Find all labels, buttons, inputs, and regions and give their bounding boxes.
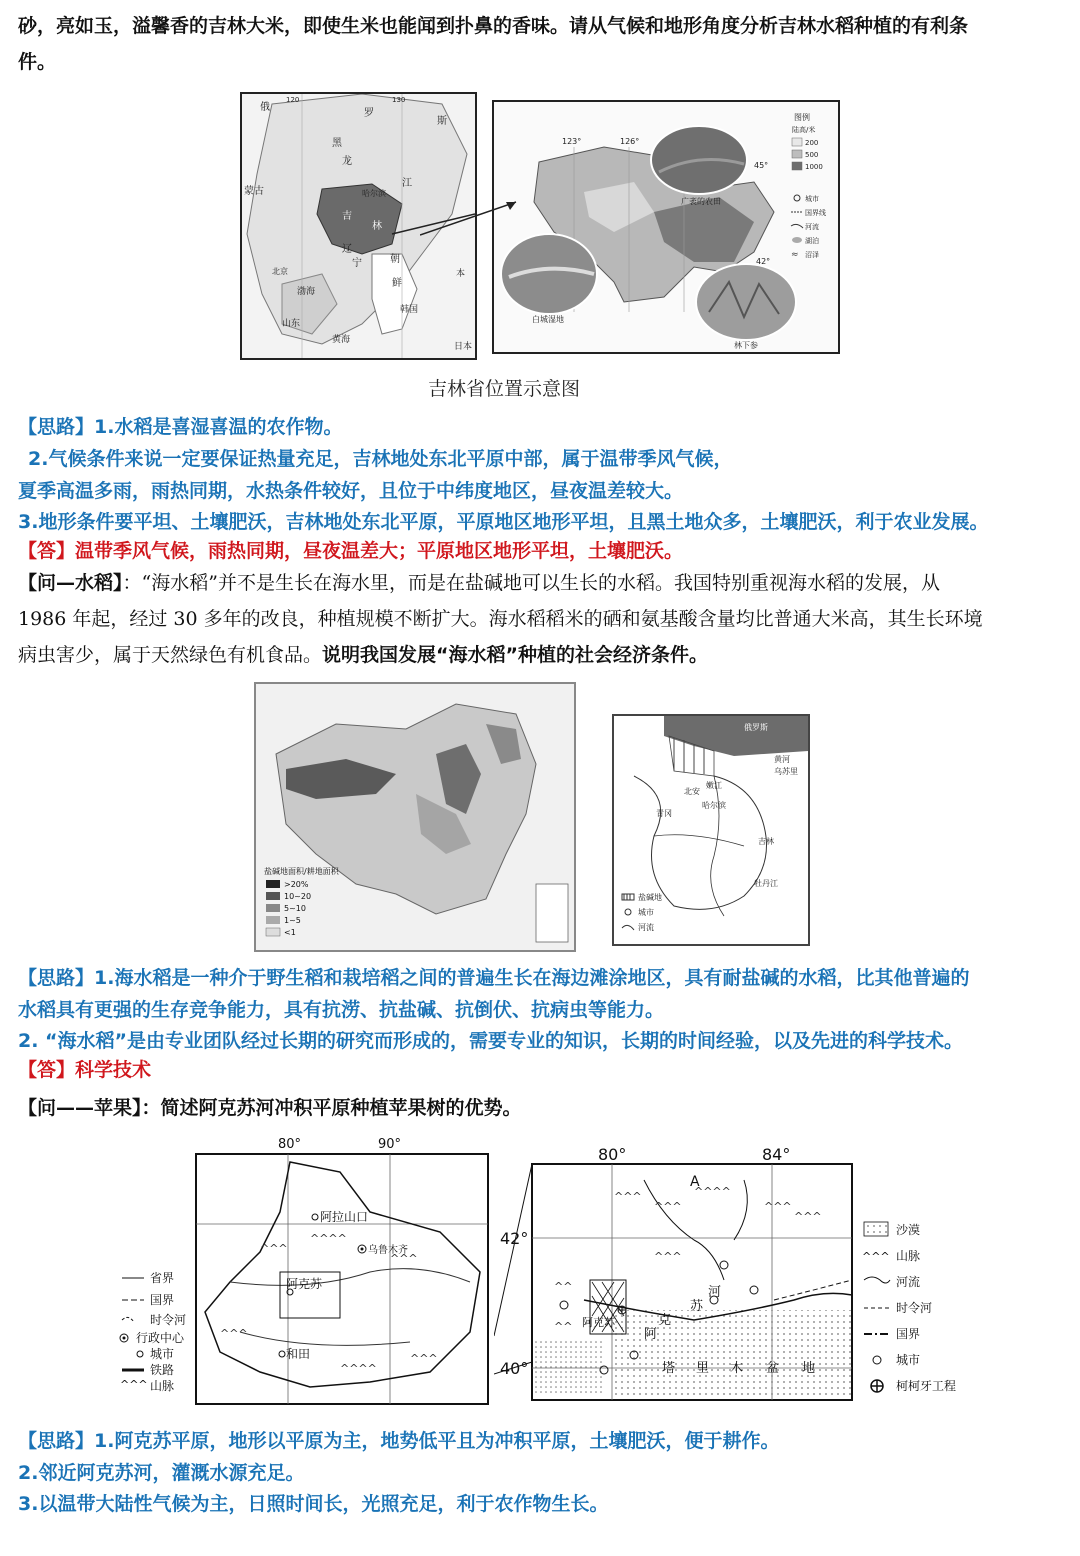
lm-label: 林 xyxy=(372,221,382,232)
aksu-label: 阿 xyxy=(644,1327,658,1342)
ne-label: 青冈 xyxy=(656,809,672,818)
xj-city: 阿克苏 xyxy=(286,1277,323,1291)
aksu-label: 苏 xyxy=(690,1299,704,1314)
think-text: 1.水稻是喜湿喜温的农作物。 xyxy=(94,416,343,438)
xj-city: 和田 xyxy=(286,1347,311,1361)
lm-tick: 120 xyxy=(286,96,300,104)
svg-text:^^^^: ^^^^ xyxy=(694,1185,731,1198)
think-label: 【思路】 xyxy=(18,1430,95,1452)
question-text: 病虫害少，属于天然绿色有机食品。 xyxy=(18,644,323,666)
ne-legend-item: 盐碱地 xyxy=(638,893,662,902)
xj-city: 阿拉山口 xyxy=(320,1210,369,1224)
saline-legend-item: >20% xyxy=(284,880,309,889)
saline-legend-item: 10~20 xyxy=(284,892,312,901)
lm-label: 山东 xyxy=(282,319,301,329)
legend-value: 1000 xyxy=(805,163,823,171)
svg-text:^^^: ^^^ xyxy=(794,1210,822,1223)
lm-label: 黄海 xyxy=(332,335,351,345)
xj-tick: 90° xyxy=(378,1137,402,1152)
q2-line-1 xyxy=(18,567,940,599)
ne-label: 哈尔滨 xyxy=(702,801,726,810)
figure-caption: 吉林省位置示意图 xyxy=(428,378,581,400)
svg-text:^^^: ^^^ xyxy=(654,1250,682,1263)
aksu-tick: 42° xyxy=(500,1229,529,1248)
think-label: 【思路】 xyxy=(18,416,95,438)
lm-label: 蒙古 xyxy=(244,186,264,197)
aksu-label: A xyxy=(690,1174,700,1190)
lm-label: 哈尔滨 xyxy=(362,189,386,198)
q2-line-3 xyxy=(18,639,708,671)
xj-legend-item: 铁路 xyxy=(150,1363,175,1377)
lm-label: 韩国 xyxy=(400,305,419,315)
aksu-legend-item: 城市 xyxy=(896,1353,921,1367)
svg-text:^^: ^^ xyxy=(554,1280,573,1293)
xj-legend-item: 国界 xyxy=(150,1293,175,1307)
ne-label: 北安 xyxy=(684,787,700,796)
saline-china-map xyxy=(254,682,576,952)
answer-text: 温带季风气候，雨热同期，昼夜温差大；平原地区地形平坦，土壤肥沃。 xyxy=(75,540,684,562)
ne-label: 乌苏里 xyxy=(774,767,798,776)
legend-item: 沼泽 xyxy=(805,251,819,259)
svg-text:^^^: ^^^ xyxy=(614,1190,642,1203)
lm-label: 龙 xyxy=(342,156,352,167)
legend-value: 200 xyxy=(805,139,819,147)
svg-text:^^^: ^^^ xyxy=(654,1200,682,1213)
aksu-label: 塔 xyxy=(662,1361,676,1376)
saline-legend-item: 1~5 xyxy=(284,916,301,925)
aksu-tick: 80° xyxy=(598,1145,627,1164)
svg-text:^^^^: ^^^^ xyxy=(310,1232,347,1245)
rm-tick: 42° xyxy=(756,257,771,266)
q3-think-1 xyxy=(18,1425,779,1457)
xinjiang-map xyxy=(110,1132,500,1410)
aksu-label: 木 xyxy=(730,1361,744,1376)
think-label: 【思路】 xyxy=(18,967,95,989)
lm-label: 鲜 xyxy=(392,278,402,289)
xj-tick: 80° xyxy=(278,1137,302,1152)
ne-label: 俄罗斯 xyxy=(744,723,768,732)
lm-label: 北京 xyxy=(272,267,288,276)
lm-label: 渤海 xyxy=(297,287,316,297)
xj-legend-item: 城市 xyxy=(150,1347,175,1361)
question-prompt: 说明我国发展“海水稻”种植的社会经济条件。 xyxy=(322,644,708,666)
q2-line-2: 1986 年起，经过 30 多年的改良，种植规模不断扩大。海水稻稻米的硒和氨基酸含量均比普通大米高，其生长环境 xyxy=(18,608,983,630)
aksu-tick: 84° xyxy=(762,1145,791,1164)
svg-text:^^^: ^^^ xyxy=(390,1252,418,1265)
aksu-tick: 40° xyxy=(500,1359,529,1378)
svg-text:^^^^: ^^^^ xyxy=(340,1362,377,1375)
lm-label: 朝 xyxy=(390,254,400,265)
q2-answer xyxy=(18,1054,151,1086)
aksu-legend-item: 山脉 xyxy=(896,1249,921,1263)
legend-value: 500 xyxy=(805,151,819,159)
question-text: ：简述阿克苏河冲积平原种植苹果树的优势。 xyxy=(141,1097,522,1119)
q3-think-3: 3.以温带大陆性气候为主，日照时间长，光照充足，利于农作物生长。 xyxy=(18,1493,609,1515)
q1-think-2b: 夏季高温多雨，雨热同期，水热条件较好，且位于中纬度地区，昼夜温差较大。 xyxy=(18,480,684,502)
photo-label: 白城湿地 xyxy=(532,315,564,324)
aksu-legend-item: 国界 xyxy=(896,1327,921,1341)
aksu-label: 克 xyxy=(658,1313,672,1328)
rm-tick: 126° xyxy=(620,137,640,146)
aksu-label: 阿克苏 xyxy=(582,1316,615,1329)
lm-label: 黑 xyxy=(332,138,342,149)
jilin-detail-map-svg xyxy=(494,102,838,352)
svg-text:^^^: ^^^ xyxy=(220,1327,248,1340)
q3-line xyxy=(18,1092,522,1124)
aksu-legend-item: 河流 xyxy=(896,1275,921,1289)
xj-legend-item: 行政中心 xyxy=(136,1331,185,1345)
question-label: 【问—水稻】 xyxy=(18,572,123,594)
svg-text:^^^: ^^^ xyxy=(764,1200,792,1213)
intro-line-2: 件。 xyxy=(18,51,57,73)
saline-legend-item: <1 xyxy=(284,928,296,937)
answer-label: 【答】 xyxy=(18,540,76,562)
legend-item: 湖泊 xyxy=(805,237,819,245)
lm-label: 宁 xyxy=(352,258,362,269)
think-text: 1.阿克苏平原，地形以平原为主，地势低平且为冲积平原，土壤肥沃，便于耕作。 xyxy=(94,1430,780,1452)
legend-sub: 陆高/米 xyxy=(792,126,816,134)
aksu-label: 里 xyxy=(696,1361,710,1376)
q2-think-2: 2. “海水稻”是由专业团队经过长期的研究而形成的，需要专业的知识，长期的时间经验，以及先进的科学技术。 xyxy=(18,1030,964,1052)
lm-label: 江 xyxy=(402,178,412,189)
question-text: ：“海水稻”并不是生长在海水里，而是在盐碱地可以生长的水稻。我国特别重视海水稻的发展，从 xyxy=(122,572,940,594)
ne-legend-item: 城市 xyxy=(638,908,654,917)
question-label: 【问——苹果】 xyxy=(18,1097,142,1119)
svg-text:^^^: ^^^ xyxy=(120,1378,148,1391)
aksu-map xyxy=(494,1140,974,1406)
xj-city: 乌鲁木齐 xyxy=(368,1245,408,1256)
aksu-legend-item: 沙漠 xyxy=(896,1223,921,1237)
think-text: 1.海水稻是一种介于野生稻和栽培稻之间的普遍生长在海边滩涂地区，具有耐盐碱的水稻，比其他普遍的 xyxy=(94,967,970,989)
svg-text:^^^: ^^^ xyxy=(862,1250,890,1263)
rm-tick: 123° xyxy=(562,137,582,146)
answer-text: 科学技术 xyxy=(75,1059,152,1081)
lm-tick: 130 xyxy=(392,96,406,104)
ne-legend-item: 河流 xyxy=(638,923,654,932)
ne-label: 嫩江 xyxy=(706,781,722,790)
svg-text:^^: ^^ xyxy=(554,1320,573,1333)
legend-item: 国界线 xyxy=(805,209,826,217)
q3-think-2: 2.邻近阿克苏河，灌溉水源充足。 xyxy=(18,1462,305,1484)
ne-label: 牡丹江 xyxy=(754,879,778,888)
aksu-legend-item: 时令河 xyxy=(896,1301,933,1315)
aksu-label: 盆 xyxy=(766,1361,780,1376)
saline-legend-item: 5~10 xyxy=(284,904,306,913)
xj-legend-item: 山脉 xyxy=(150,1379,175,1393)
q1-think-2a: 2.气候条件来说一定要保证热量充足，吉林地处东北平原中部，属于温带季风气候， xyxy=(28,448,733,470)
q2-think-1b: 水稻具有更强的生存竞争能力，具有抗涝、抗盐碱、抗倒伏、抗病虫等能力。 xyxy=(18,999,665,1021)
svg-text:≈: ≈ xyxy=(791,250,799,260)
q2-think-1a xyxy=(18,962,969,994)
lm-label: 斯 xyxy=(437,116,447,127)
jilin-detail-map xyxy=(492,100,840,354)
legend-item: 城市 xyxy=(805,195,819,203)
photo-label: 广袤的农田 xyxy=(681,197,721,206)
aksu-label: 河 xyxy=(708,1285,722,1300)
answer-label: 【答】 xyxy=(18,1059,76,1081)
ne-label: 黄河 xyxy=(774,755,790,764)
lm-label: 辽 xyxy=(342,244,352,255)
lm-label: 本 xyxy=(456,269,466,279)
aksu-legend-item: 柯柯牙工程 xyxy=(896,1379,957,1393)
q1-think-1 xyxy=(18,411,342,443)
lm-label: 日本 xyxy=(454,342,473,352)
xj-legend-item: 省界 xyxy=(150,1271,175,1285)
aksu-label: 地 xyxy=(802,1361,816,1376)
svg-text:^^^: ^^^ xyxy=(410,1352,438,1365)
rm-tick: 45° xyxy=(754,161,769,170)
ginseng-photo xyxy=(696,264,796,340)
q1-think-3: 3.地形条件要平坦、土壤肥沃，吉林地处东北平原，平原地区地形平坦，且黑土地众多，土壤肥沃，利于农业发展。 xyxy=(18,511,989,533)
lm-label: 吉 xyxy=(342,211,352,222)
saline-legend-title: 盐碱地面积/耕地面积 xyxy=(264,867,339,876)
q1-answer xyxy=(18,535,683,567)
northeast-saline-map-svg xyxy=(614,716,808,944)
northeast-saline-map xyxy=(612,714,810,946)
lm-label: 俄 xyxy=(260,102,270,113)
svg-text:^^^: ^^^ xyxy=(260,1242,288,1255)
connector-arrow xyxy=(420,180,520,240)
intro-line-1: 砂，亮如玉，溢馨香的吉林大米，即使生米也能闻到扑鼻的香味。请从气候和地形角度分析吉林水稻种植的有利条 xyxy=(18,15,969,37)
saline-china-map-svg xyxy=(256,684,574,950)
lm-label: 罗 xyxy=(364,108,374,119)
legend-item: 河流 xyxy=(805,223,819,231)
legend-title: 图例 xyxy=(794,113,810,122)
xj-legend-item: 时令河 xyxy=(150,1313,187,1327)
ne-label: 吉林 xyxy=(758,837,774,846)
photo-label: 林下参 xyxy=(734,341,758,350)
